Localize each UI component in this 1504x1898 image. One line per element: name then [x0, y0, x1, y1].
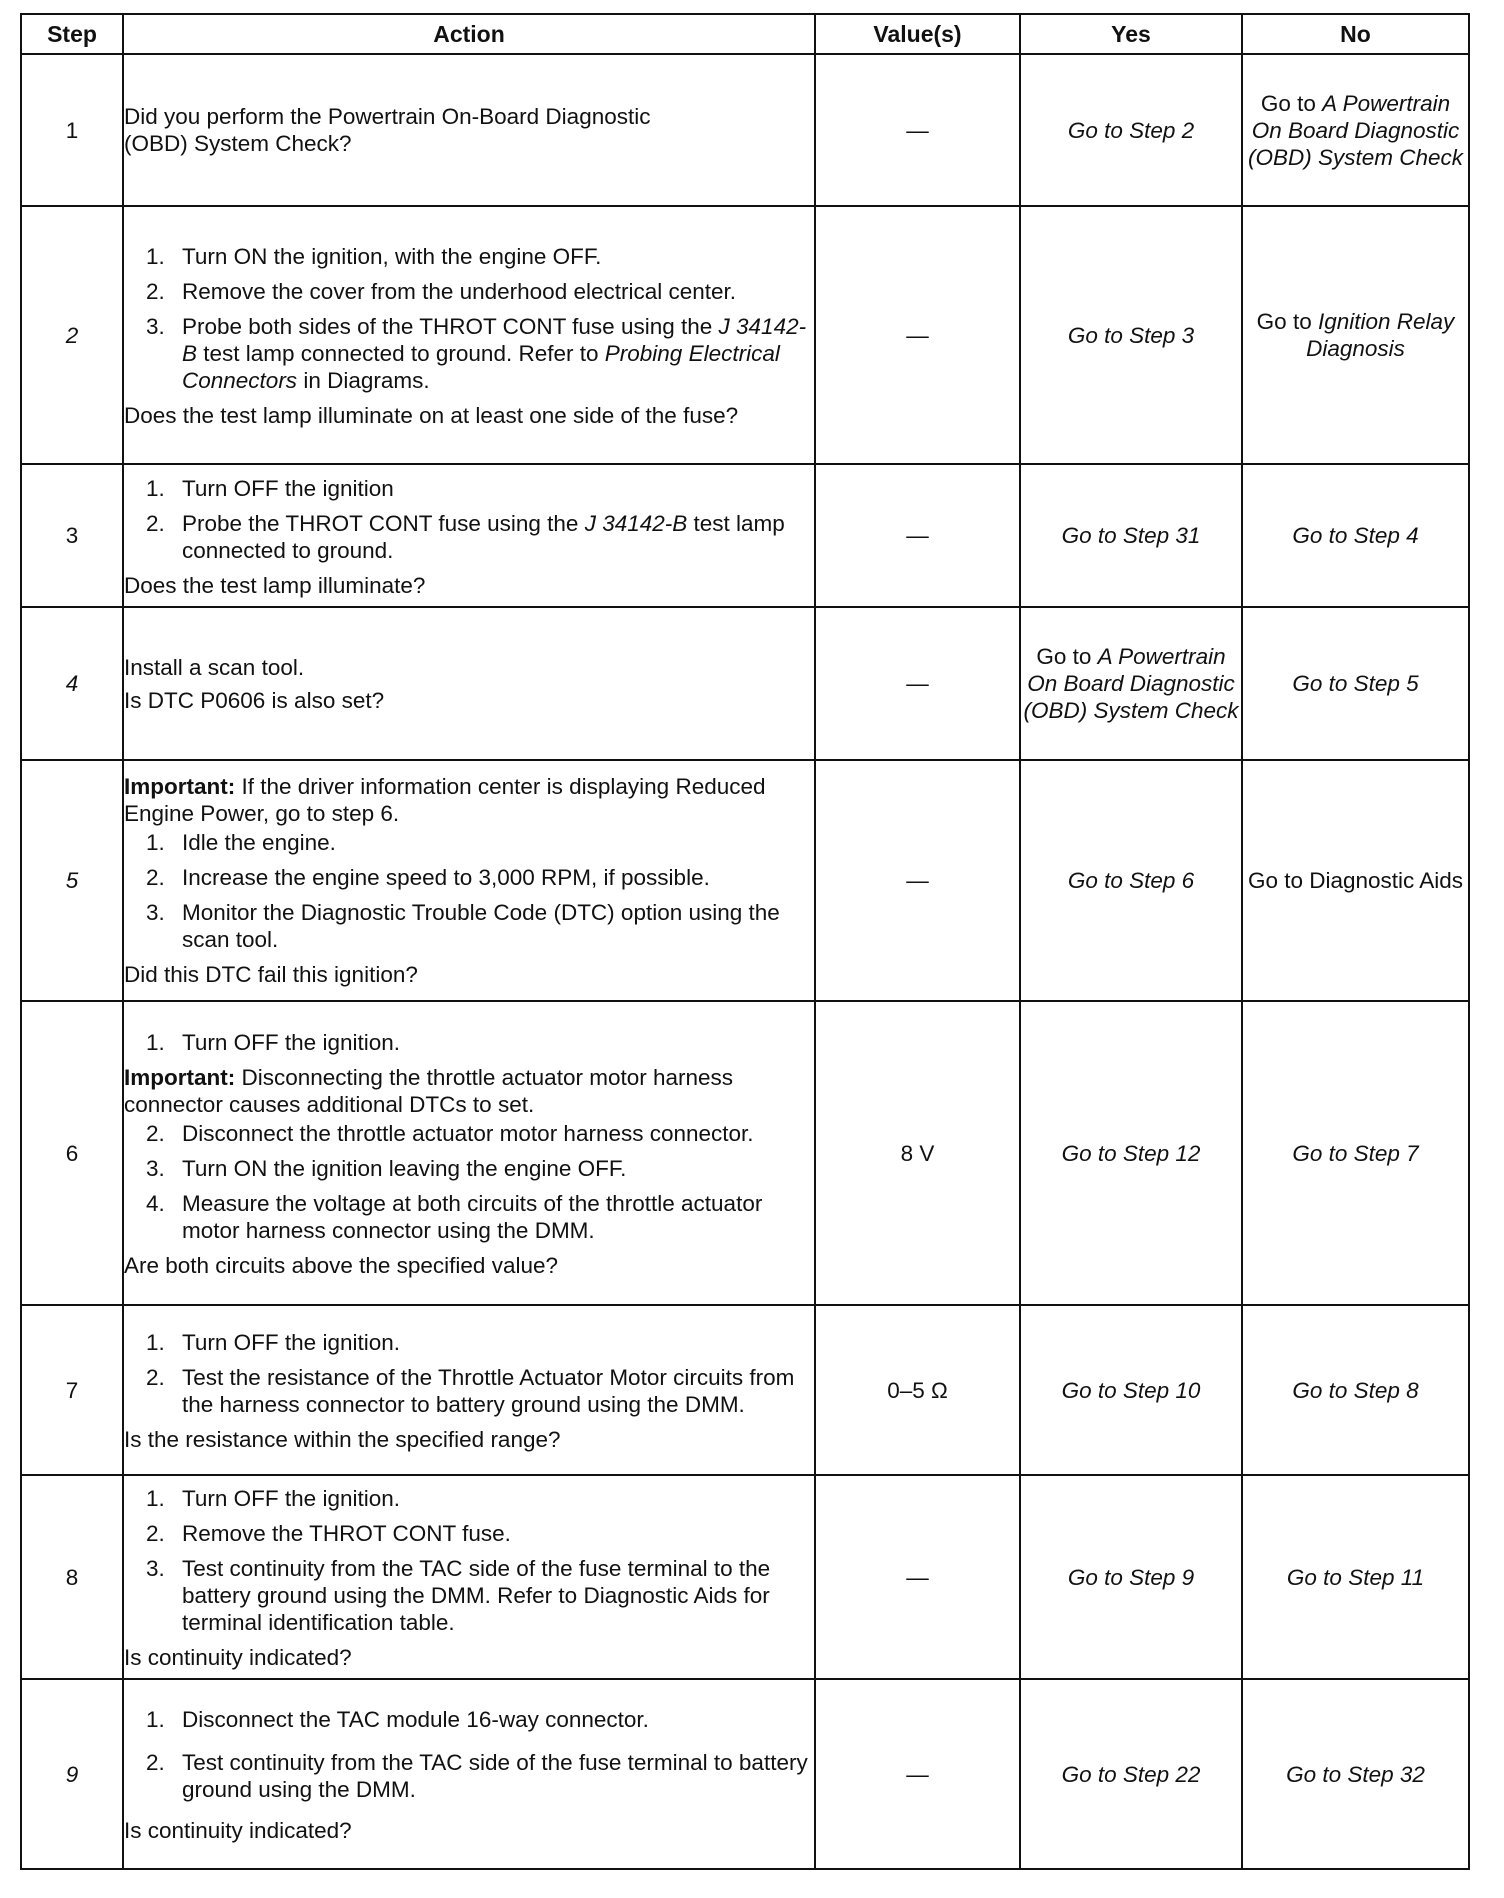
action-cell: [123, 54, 815, 206]
action-question: Is continuity indicated?: [124, 1818, 352, 1843]
yes-cell: [1020, 464, 1242, 607]
header-action: Action: [123, 14, 815, 54]
yes-cell: [1020, 760, 1242, 1001]
no-link[interactable]: Go to Diagnostic Aids: [1247, 868, 1464, 893]
no-link[interactable]: Go to Step 7: [1292, 1140, 1419, 1166]
action-step: 2. Remove the cover from the underhood electrical center.: [146, 279, 737, 304]
value-cell: 0–5 Ω: [815, 1305, 1020, 1475]
yes-link[interactable]: Go to A Powertrain On Board Diagnostic (OBD) System Check: [1023, 644, 1239, 723]
table-row: [21, 1001, 1469, 1305]
yes-cell: [1020, 1001, 1242, 1305]
value-cell: —: [815, 206, 1020, 464]
yes-link[interactable]: Go to Step 31: [1061, 523, 1201, 548]
yes-link[interactable]: Go to Step 10: [1061, 1377, 1201, 1403]
table-row: [21, 1475, 1469, 1679]
table-row: [21, 464, 1469, 607]
table-row: [21, 607, 1469, 760]
table-row: [21, 206, 1469, 464]
action-question: Is continuity indicated?: [124, 1645, 352, 1670]
action-steps: [124, 829, 814, 953]
header-values: Value(s): [815, 14, 1020, 54]
no-cell: [1242, 54, 1469, 206]
step-number: 4: [21, 607, 123, 760]
value-cell: —: [815, 607, 1020, 760]
action-cell: [123, 1679, 815, 1869]
table-row: [21, 1679, 1469, 1869]
yes-cell: [1020, 1305, 1242, 1475]
step-number: 5: [21, 760, 123, 1001]
yes-link[interactable]: Go to Step 12: [1061, 1140, 1201, 1166]
action-step: 2. Increase the engine speed to 3,000 RPM, if possible.: [146, 865, 710, 890]
header-step: Step: [21, 14, 123, 54]
action-step: 2. Remove the THROT CONT fuse.: [146, 1521, 511, 1546]
action-question: Is the resistance within the specified range?: [124, 1427, 561, 1452]
yes-link[interactable]: Go to Step 9: [1067, 1564, 1195, 1590]
value-cell: —: [815, 760, 1020, 1001]
no-cell: [1242, 464, 1469, 607]
no-cell: [1242, 206, 1469, 464]
step-number: 2: [21, 206, 123, 464]
action-step: 2. Probe the THROT CONT fuse using the J 34142-B test lamp connected to ground.: [146, 510, 785, 563]
table-row: [21, 760, 1469, 1001]
no-link[interactable]: Go to Step 11: [1286, 1564, 1425, 1590]
yes-link[interactable]: Go to Step 3: [1067, 322, 1195, 348]
important-note: Important: Disconnecting the throttle actuator motor harness connector causes additional DTCs to set.: [124, 1065, 734, 1117]
no-cell: [1242, 1001, 1469, 1305]
action-cell: [123, 607, 815, 760]
action-question: Did this DTC fail this ignition?: [124, 962, 418, 987]
no-cell: [1242, 1679, 1469, 1869]
action-step: 1. Turn OFF the ignition: [146, 475, 394, 501]
step-number: 6: [21, 1001, 123, 1305]
no-cell: [1242, 760, 1469, 1001]
yes-cell: [1020, 607, 1242, 760]
action-cell: [123, 1475, 815, 1679]
value-cell: —: [815, 54, 1020, 206]
action-step: 3. Turn ON the ignition leaving the engine OFF.: [146, 1156, 627, 1181]
action-question: Does the test lamp illuminate?: [124, 572, 426, 598]
diagnostic-table: [20, 13, 1470, 1870]
action-cell: [123, 1001, 815, 1305]
no-cell: [1242, 607, 1469, 760]
yes-cell: [1020, 1679, 1242, 1869]
action-cell: [123, 1305, 815, 1475]
action-step: 1. Disconnect the TAC module 16-way connector.: [146, 1707, 649, 1732]
action-steps: [124, 1029, 814, 1056]
action-step: 2. Test the resistance of the Throttle Actuator Motor circuits from the harness connector to battery ground using the DMM.: [146, 1365, 795, 1417]
table-row: [21, 54, 1469, 206]
no-link[interactable]: Go to Step 8: [1292, 1377, 1419, 1403]
yes-cell: [1020, 1475, 1242, 1679]
action-step: 1. Turn OFF the ignition.: [146, 1030, 401, 1055]
action-step: 1. Turn OFF the ignition.: [146, 1330, 401, 1355]
no-cell: [1242, 1475, 1469, 1679]
no-link[interactable]: Go to Ignition Relay Diagnosis: [1256, 309, 1455, 361]
yes-link[interactable]: Go to Step 6: [1067, 868, 1195, 893]
action-step: 1. Turn ON the ignition, with the engine OFF.: [146, 244, 602, 269]
action-text: Install a scan tool.: [124, 654, 305, 680]
action-step: 1. Turn OFF the ignition.: [146, 1486, 401, 1511]
action-question: Is DTC P0606 is also set?: [124, 687, 385, 713]
header-no: No: [1242, 14, 1469, 54]
action-step: 4. Measure the voltage at both circuits of the throttle actuator motor harness connector using the DMM.: [146, 1191, 763, 1243]
no-link[interactable]: Go to A Powertrain On Board Diagnostic (OBD) System Check: [1247, 90, 1464, 170]
action-cell: [123, 206, 815, 464]
no-link[interactable]: Go to Step 5: [1292, 671, 1419, 696]
yes-link[interactable]: Go to Step 2: [1067, 117, 1195, 143]
action-steps: [124, 1329, 814, 1418]
no-cell: [1242, 1305, 1469, 1475]
action-step: 3. Probe both sides of the THROT CONT fuse using the J 34142-B test lamp connected to ground. Refer to Probing Electrical Connectors in Diagrams.: [146, 314, 807, 393]
action-steps: [124, 243, 814, 394]
action-steps: [124, 1706, 814, 1803]
important-note: Important: If the driver information center is displaying Reduced Engine Power, go to step 6.: [124, 774, 766, 826]
no-link[interactable]: Go to Step 32: [1286, 1761, 1425, 1787]
yes-cell: [1020, 206, 1242, 464]
yes-link[interactable]: Go to Step 22: [1061, 1761, 1201, 1787]
table-row: [21, 1305, 1469, 1475]
step-number: 8: [21, 1475, 123, 1679]
step-number: 3: [21, 464, 123, 607]
action-cell: [123, 464, 815, 607]
action-question: Are both circuits above the specified value?: [124, 1253, 559, 1278]
action-step: 1. Idle the engine.: [146, 830, 336, 855]
value-cell: 8 V: [815, 1001, 1020, 1305]
header-yes: Yes: [1020, 14, 1242, 54]
action-step: 3. Test continuity from the TAC side of the fuse terminal to the battery ground using the DMM. Refer to Diagnostic Aids for terminal identification table.: [146, 1556, 771, 1635]
value-cell: —: [815, 1475, 1020, 1679]
action-step: 2. Disconnect the throttle actuator motor harness connector.: [146, 1121, 754, 1146]
action-question: Did you perform the Powertrain On-Board Diagnostic (OBD) System Check?: [124, 104, 651, 156]
step-number: 7: [21, 1305, 123, 1475]
action-steps: [124, 475, 814, 564]
value-cell: —: [815, 1679, 1020, 1869]
no-link[interactable]: Go to Step 4: [1292, 523, 1419, 548]
step-number: 1: [21, 54, 123, 206]
action-question: Does the test lamp illuminate on at least one side of the fuse?: [124, 403, 739, 428]
action-step: 3. Monitor the Diagnostic Trouble Code (DTC) option using the scan tool.: [146, 900, 780, 952]
step-number: 9: [21, 1679, 123, 1869]
action-step: 2. Test continuity from the TAC side of the fuse terminal to battery ground using the DMM.: [146, 1750, 808, 1802]
action-steps: [124, 1120, 814, 1244]
yes-cell: [1020, 54, 1242, 206]
header-row: [21, 14, 1469, 54]
value-cell: —: [815, 464, 1020, 607]
action-cell: [123, 760, 815, 1001]
action-steps: [124, 1485, 814, 1636]
